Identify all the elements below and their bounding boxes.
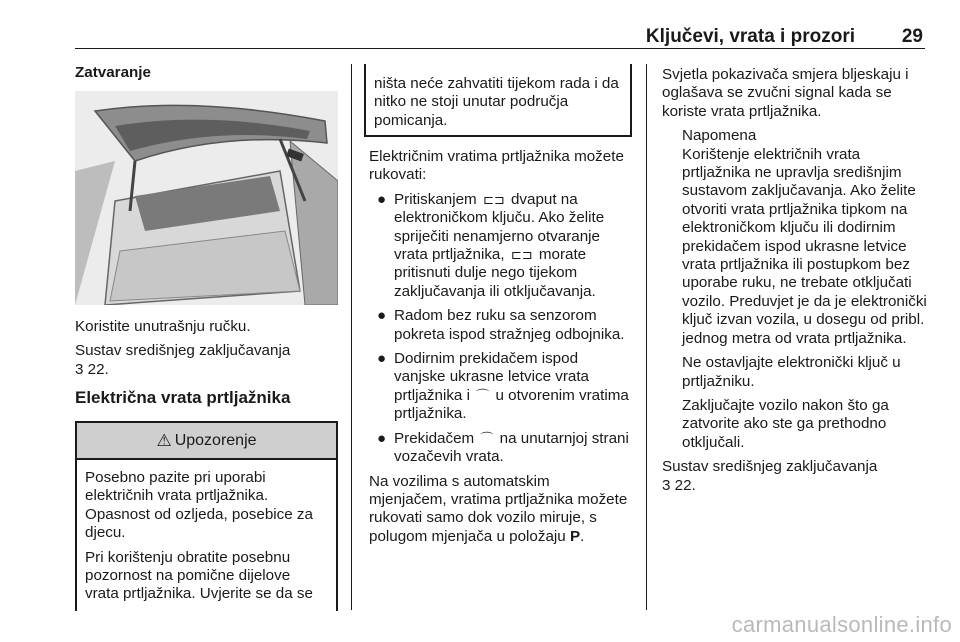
column-divider [646,64,647,610]
warning-triangle-icon: ⚠ [156,430,172,450]
list-item [369,191,631,301]
bullet-icon: ● [377,307,387,325]
section-title: Zatvaranje [75,64,151,81]
column-3 [662,66,930,501]
note-paragraph: Ne ostavljajte elektronički ključ u prtljažniku. [682,354,901,390]
tailgate-illustration [75,91,338,305]
list-item-text: na unutarnjoj strani vozačevih vrata. [394,429,629,466]
tailgate-switch-icon: ⌒ [476,387,490,403]
column-1-lower [75,318,340,408]
warning-box [75,421,338,611]
list-item-text: u otvorenim vratima prtljažnika. [394,386,629,423]
section-heading: Električna vrata prtljažnika [75,388,291,408]
warning-paragraph: Posebno pazite pri uporabi električnih vrata prtljažnika. Opasnost od ozljeda, posebice za djecu. [85,469,313,542]
intro-text: Električnim vratima prtljažnika možete rukovati: [369,148,624,184]
list-item-text: Pritiskanjem [394,190,477,208]
bullet-icon: ● [377,429,387,447]
list-item-text: morate pritisnuti dulje nego tijekom zaključavanja ili otključavanja. [394,246,596,300]
automatic-text: Na vozilima s automatskim mjenjačem, vratima prtljažnika možete rukovati samo dok vozilo miruje, s polugom mjenjača u položaju [369,472,628,545]
tailgate-photo [75,91,338,305]
list-item [369,350,631,424]
column-1 [75,64,340,82]
image-caption: Koristite unutrašnju ručku. [75,318,251,335]
chapter-title: Ključevi, vrata i prozori [645,26,855,47]
warning-box-continued [364,64,632,137]
warning-title: Upozorenje [174,431,257,449]
list-item-text: dvaput na elektroničkom ključu. Ako želite spriječiti nenamjerno otvaranje vrata prtljažnika, [394,190,605,264]
note-paragraph: Zaključajte vozilo nakon što ga zatvorite ako ste ga prethodno otključali. [682,396,889,451]
list-item-text: Prekidačem [394,429,475,447]
list-item-text: Radom bez ruku sa senzorom pokreta ispod stražnjeg odbojnika. [394,307,625,343]
note-title: Napomena [682,127,757,145]
list-item [369,430,631,467]
automatic-transmission-text: Na vozilima s automatskim mjenjačem, vratima prtljažnika možete rukovati samo dok vozilo miruje, s polugom mjenjača u položaju P. [369,472,628,545]
cross-reference [662,458,930,495]
note-paragraph: Korištenje električnih vrata prtljažnika ne upravlja središnjim sustavom zaključavanja. Ako želite otvoriti vrata prtljažnika tipkom na elektroničkom ključu ili dodirnim prekidačem ispod ukrasne letvice vrata prtljažnika ili postupkom bez uporabe ruku, ne trebate otključati vozilo. Preduvjet je da je elektronički ključ izvan vozila, u dosegu od pribl. jednog metra od vrata prtljažnika. [682,145,927,347]
key-fob-tailgate-icon: ⊏⊐ [510,247,533,263]
watermark: carmanualsonline.info [731,612,952,637]
gear-position: P [569,527,581,545]
tailgate-switch-icon: ⌒ [480,430,494,446]
page-number: 29 [901,26,923,47]
column-divider [351,64,352,610]
page-reference[interactable]: 3 22. [75,360,109,378]
key-fob-tailgate-icon: ⊏⊐ [482,191,505,207]
list-item-text: Dodirnim prekidačem ispod vanjske ukrasne letvice vrata prtljažnika i [394,350,589,404]
warning-paragraph: Pri korištenju obratite posebnu pozornost na pomične dijelove vrata prtljažnika. Uvjerite se da se [85,548,313,603]
warning-continued-text: ništa neće zahvatiti tijekom rada i da nitko ne stoji unutar područja pomicanja. [374,75,619,129]
reference-text: Sustav središnjeg zaključavanja [75,342,291,360]
operation-list [369,191,631,467]
page-reference[interactable]: 3 22. [662,476,696,494]
page-header [75,22,925,49]
reference-text: Sustav središnjeg zaključavanja [662,458,878,476]
bullet-icon: ● [377,190,387,208]
indicator-text: Svjetla pokazivača smjera bljeskaju i oglašava se zvučni signal kada se koriste vrata prtljažnika. [662,66,909,120]
warning-body [77,460,336,604]
bullet-icon: ● [377,350,387,368]
warning-header [77,423,336,460]
note-block [662,127,930,452]
list-item [369,307,631,344]
column-2 [369,148,631,552]
cross-reference [75,342,340,379]
